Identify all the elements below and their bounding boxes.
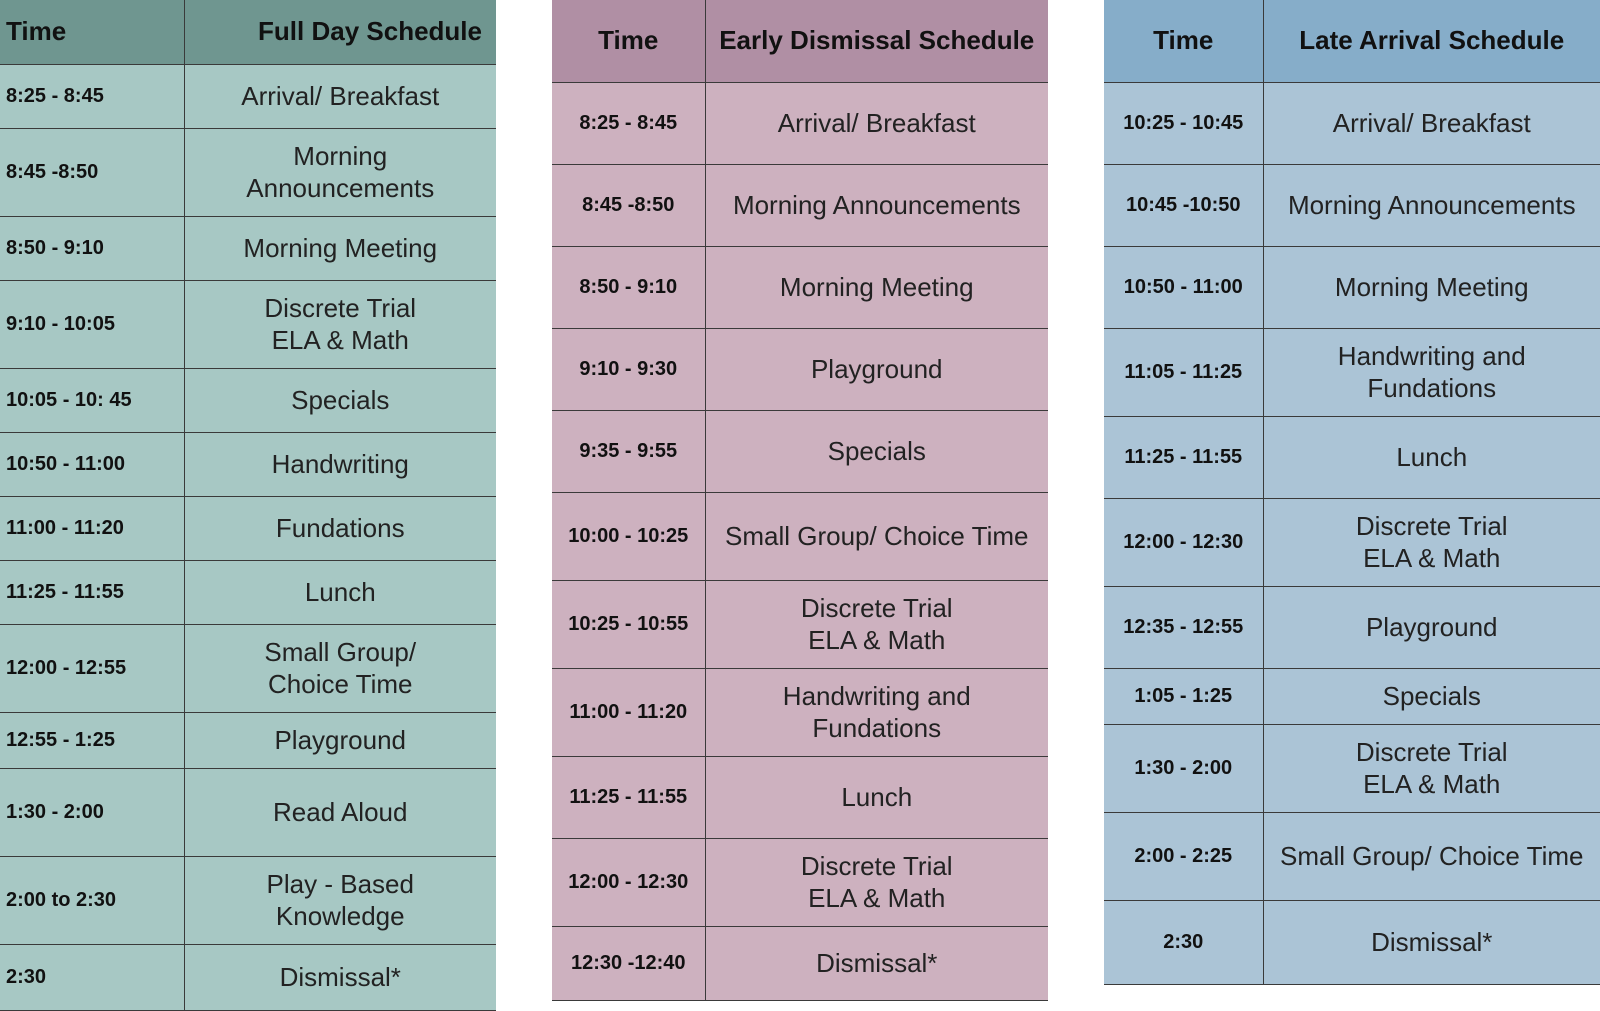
activity-cell: Handwriting and Fundations bbox=[1263, 328, 1600, 416]
table-row bbox=[1104, 812, 1600, 900]
table-row bbox=[552, 82, 1048, 164]
time-cell: 8:25 - 8:45 bbox=[0, 64, 184, 128]
activity-cell: Arrival/ Breakfast bbox=[705, 82, 1048, 164]
table-row bbox=[552, 668, 1048, 756]
late-arrival-schedule-title: Late Arrival Schedule bbox=[1263, 0, 1600, 82]
activity-cell: Dismissal* bbox=[184, 944, 496, 1010]
activity-cell: Morning Meeting bbox=[184, 216, 496, 280]
table-header-row bbox=[1104, 0, 1600, 82]
time-cell: 12:30 -12:40 bbox=[552, 926, 705, 1000]
time-cell: 2:30 bbox=[0, 944, 184, 1010]
table-row bbox=[0, 368, 496, 432]
time-cell: 10:45 -10:50 bbox=[1104, 164, 1263, 246]
table-row bbox=[1104, 724, 1600, 812]
activity-cell: Arrival/ Breakfast bbox=[1263, 82, 1600, 164]
activity-cell: Morning Announcements bbox=[1263, 164, 1600, 246]
activity-cell: Morning Meeting bbox=[705, 246, 1048, 328]
time-cell: 8:50 - 9:10 bbox=[0, 216, 184, 280]
table-row bbox=[0, 768, 496, 856]
time-cell: 11:05 - 11:25 bbox=[1104, 328, 1263, 416]
time-cell: 9:10 - 10:05 bbox=[0, 280, 184, 368]
time-cell: 9:10 - 9:30 bbox=[552, 328, 705, 410]
activity-cell: Lunch bbox=[705, 756, 1048, 838]
time-cell: 10:25 - 10:45 bbox=[1104, 82, 1263, 164]
time-cell: 2:30 bbox=[1104, 900, 1263, 984]
time-column-header: Time bbox=[552, 0, 705, 82]
activity-cell: Discrete Trial ELA & Math bbox=[184, 280, 496, 368]
activity-cell: Playground bbox=[705, 328, 1048, 410]
time-cell: 2:00 - 2:25 bbox=[1104, 812, 1263, 900]
time-cell: 11:00 - 11:20 bbox=[552, 668, 705, 756]
time-cell: 2:00 to 2:30 bbox=[0, 856, 184, 944]
time-cell: 12:00 - 12:30 bbox=[1104, 498, 1263, 586]
activity-cell: Handwriting and Fundations bbox=[705, 668, 1048, 756]
activity-cell: Fundations bbox=[184, 496, 496, 560]
activity-cell: Discrete Trial ELA & Math bbox=[1263, 724, 1600, 812]
activity-cell: Lunch bbox=[1263, 416, 1600, 498]
activity-cell: Play - Based Knowledge bbox=[184, 856, 496, 944]
table-row bbox=[0, 216, 496, 280]
table-row bbox=[552, 410, 1048, 492]
activity-cell: Small Group/ Choice Time bbox=[1263, 812, 1600, 900]
time-cell: 1:30 - 2:00 bbox=[1104, 724, 1263, 812]
table-row bbox=[1104, 586, 1600, 668]
table-row bbox=[552, 328, 1048, 410]
table-row bbox=[1104, 900, 1600, 984]
time-cell: 1:30 - 2:00 bbox=[0, 768, 184, 856]
time-cell: 10:00 - 10:25 bbox=[552, 492, 705, 580]
early-dismissal-schedule-title: Early Dismissal Schedule bbox=[705, 0, 1048, 82]
time-cell: 8:45 -8:50 bbox=[552, 164, 705, 246]
time-cell: 12:00 - 12:55 bbox=[0, 624, 184, 712]
table-row bbox=[1104, 82, 1600, 164]
full-day-schedule-title: Full Day Schedule bbox=[184, 0, 496, 64]
activity-cell: Specials bbox=[184, 368, 496, 432]
time-cell: 12:55 - 1:25 bbox=[0, 712, 184, 768]
table-row bbox=[552, 492, 1048, 580]
table-row bbox=[0, 496, 496, 560]
table-row bbox=[552, 164, 1048, 246]
time-cell: 11:00 - 11:20 bbox=[0, 496, 184, 560]
table-row bbox=[0, 560, 496, 624]
activity-cell: Discrete Trial ELA & Math bbox=[705, 580, 1048, 668]
activity-cell: Discrete Trial ELA & Math bbox=[705, 838, 1048, 926]
activity-cell: Morning Announcements bbox=[184, 128, 496, 216]
activity-cell: Specials bbox=[1263, 668, 1600, 724]
activity-cell: Morning Meeting bbox=[1263, 246, 1600, 328]
time-cell: 8:50 - 9:10 bbox=[552, 246, 705, 328]
activity-cell: Dismissal* bbox=[1263, 900, 1600, 984]
time-cell: 12:00 - 12:30 bbox=[552, 838, 705, 926]
table-row bbox=[0, 280, 496, 368]
table-row bbox=[0, 64, 496, 128]
table-row bbox=[552, 838, 1048, 926]
time-cell: 12:35 - 12:55 bbox=[1104, 586, 1263, 668]
table-row bbox=[552, 580, 1048, 668]
time-cell: 8:25 - 8:45 bbox=[552, 82, 705, 164]
table-row bbox=[1104, 498, 1600, 586]
early-dismissal-schedule-table bbox=[552, 0, 1048, 1001]
table-row bbox=[552, 246, 1048, 328]
activity-cell: Handwriting bbox=[184, 432, 496, 496]
table-row bbox=[552, 926, 1048, 1000]
table-row bbox=[1104, 668, 1600, 724]
table-header-row bbox=[552, 0, 1048, 82]
time-cell: 1:05 - 1:25 bbox=[1104, 668, 1263, 724]
activity-cell: Playground bbox=[1263, 586, 1600, 668]
time-cell: 10:50 - 11:00 bbox=[0, 432, 184, 496]
table-row bbox=[1104, 416, 1600, 498]
activity-cell: Arrival/ Breakfast bbox=[184, 64, 496, 128]
time-cell: 11:25 - 11:55 bbox=[0, 560, 184, 624]
table-row bbox=[1104, 246, 1600, 328]
table-row bbox=[0, 128, 496, 216]
table-row bbox=[0, 856, 496, 944]
time-cell: 9:35 - 9:55 bbox=[552, 410, 705, 492]
activity-cell: Lunch bbox=[184, 560, 496, 624]
time-cell: 11:25 - 11:55 bbox=[552, 756, 705, 838]
time-cell: 10:25 - 10:55 bbox=[552, 580, 705, 668]
table-header-row bbox=[0, 0, 496, 64]
activity-cell: Morning Announcements bbox=[705, 164, 1048, 246]
late-arrival-schedule-table bbox=[1104, 0, 1600, 985]
activity-cell: Playground bbox=[184, 712, 496, 768]
activity-cell: Dismissal* bbox=[705, 926, 1048, 1000]
time-cell: 11:25 - 11:55 bbox=[1104, 416, 1263, 498]
table-row bbox=[0, 624, 496, 712]
time-column-header: Time bbox=[0, 0, 184, 64]
table-row bbox=[552, 756, 1048, 838]
activity-cell: Specials bbox=[705, 410, 1048, 492]
table-row bbox=[0, 944, 496, 1010]
table-row bbox=[0, 712, 496, 768]
activity-cell: Discrete Trial ELA & Math bbox=[1263, 498, 1600, 586]
table-row bbox=[1104, 164, 1600, 246]
time-column-header: Time bbox=[1104, 0, 1263, 82]
activity-cell: Read Aloud bbox=[184, 768, 496, 856]
table-row bbox=[0, 432, 496, 496]
activity-cell: Small Group/ Choice Time bbox=[184, 624, 496, 712]
full-day-schedule-table bbox=[0, 0, 496, 1011]
time-cell: 10:50 - 11:00 bbox=[1104, 246, 1263, 328]
table-row bbox=[1104, 328, 1600, 416]
time-cell: 8:45 -8:50 bbox=[0, 128, 184, 216]
time-cell: 10:05 - 10: 45 bbox=[0, 368, 184, 432]
activity-cell: Small Group/ Choice Time bbox=[705, 492, 1048, 580]
